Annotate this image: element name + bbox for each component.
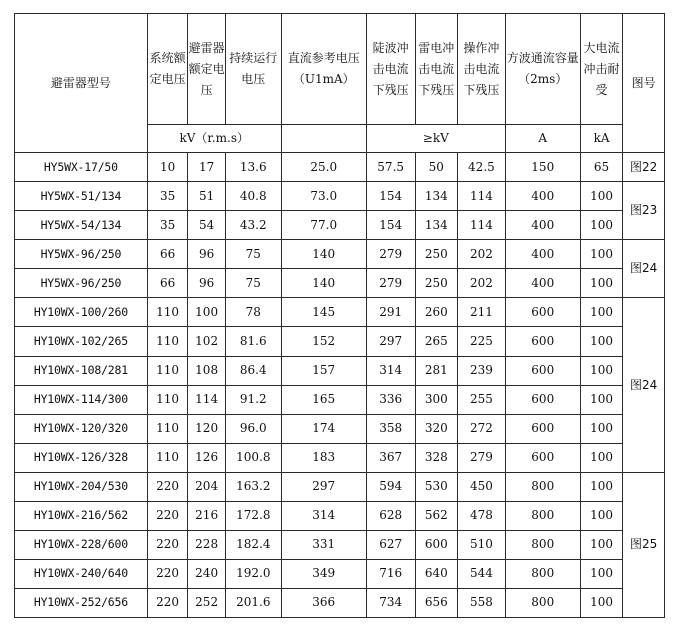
lightning-residual-cell: 260 [415,298,458,327]
switching-residual-cell: 225 [458,327,506,356]
header-system-voltage: 系统额定电压 [147,14,188,125]
dc-reference-cell: 366 [281,588,366,617]
unit-current: A [505,125,580,153]
high-current-cell: 100 [580,240,623,269]
steep-residual-cell: 358 [366,414,415,443]
square-wave-cell: 600 [505,298,580,327]
steep-residual-cell: 716 [366,559,415,588]
dc-reference-cell: 73.0 [281,182,366,211]
arrester-spec-table [14,13,665,618]
figure-cell: 图25 [623,472,665,617]
table-row [15,472,665,501]
rated-voltage-cell: 17 [188,153,226,182]
dc-reference-cell: 157 [281,356,366,385]
square-wave-cell: 800 [505,472,580,501]
dc-reference-cell: 349 [281,559,366,588]
table-row [15,501,665,530]
steep-residual-cell: 57.5 [366,153,415,182]
table-row [15,356,665,385]
figure-cell: 图24 [623,240,665,298]
lightning-residual-cell: 50 [415,153,458,182]
rated-voltage-cell: 96 [188,269,226,298]
lightning-residual-cell: 600 [415,530,458,559]
rated-voltage-cell: 228 [188,530,226,559]
model-cell: HY10WX-252/656 [15,588,148,617]
rated-voltage-cell: 126 [188,443,226,472]
continuous-voltage-cell: 100.8 [225,443,281,472]
continuous-voltage-cell: 40.8 [225,182,281,211]
switching-residual-cell: 450 [458,472,506,501]
high-current-cell: 100 [580,472,623,501]
rated-voltage-cell: 54 [188,211,226,240]
switching-residual-cell: 279 [458,443,506,472]
lightning-residual-cell: 530 [415,472,458,501]
figure-cell: 图23 [623,182,665,240]
header-dc-reference: 直流参考电压（U1mA） [281,14,366,125]
rated-voltage-cell: 96 [188,240,226,269]
steep-residual-cell: 279 [366,269,415,298]
table-row [15,588,665,617]
square-wave-cell: 400 [505,211,580,240]
steep-residual-cell: 297 [366,327,415,356]
header-model: 避雷器型号 [15,14,148,153]
model-cell: HY5WX-51/134 [15,182,148,211]
system-voltage-cell: 110 [147,414,188,443]
switching-residual-cell: 478 [458,501,506,530]
header-row [15,14,665,125]
square-wave-cell: 800 [505,530,580,559]
steep-residual-cell: 734 [366,588,415,617]
switching-residual-cell: 211 [458,298,506,327]
high-current-cell: 100 [580,443,623,472]
lightning-residual-cell: 134 [415,182,458,211]
model-cell: HY10WX-126/328 [15,443,148,472]
dc-reference-cell: 183 [281,443,366,472]
model-cell: HY10WX-114/300 [15,385,148,414]
table-row [15,414,665,443]
continuous-voltage-cell: 78 [225,298,281,327]
switching-residual-cell: 558 [458,588,506,617]
lightning-residual-cell: 134 [415,211,458,240]
high-current-cell: 100 [580,182,623,211]
system-voltage-cell: 10 [147,153,188,182]
switching-residual-cell: 202 [458,240,506,269]
square-wave-cell: 600 [505,327,580,356]
system-voltage-cell: 220 [147,472,188,501]
system-voltage-cell: 35 [147,182,188,211]
steep-residual-cell: 594 [366,472,415,501]
lightning-residual-cell: 250 [415,240,458,269]
header-switching-residual: 操作冲击电流下残压 [458,14,506,125]
system-voltage-cell: 220 [147,588,188,617]
switching-residual-cell: 239 [458,356,506,385]
model-cell: HY10WX-120/320 [15,414,148,443]
continuous-voltage-cell: 91.2 [225,385,281,414]
steep-residual-cell: 628 [366,501,415,530]
table-row [15,153,665,182]
model-cell: HY5WX-96/250 [15,269,148,298]
system-voltage-cell: 35 [147,211,188,240]
continuous-voltage-cell: 192.0 [225,559,281,588]
system-voltage-cell: 220 [147,530,188,559]
model-cell: HY5WX-54/134 [15,211,148,240]
high-current-cell: 100 [580,414,623,443]
continuous-voltage-cell: 13.6 [225,153,281,182]
switching-residual-cell: 255 [458,385,506,414]
unit-voltage-rms: kV（r.m.s） [147,125,281,153]
continuous-voltage-cell: 75 [225,269,281,298]
rated-voltage-cell: 120 [188,414,226,443]
model-cell: HY10WX-228/600 [15,530,148,559]
header-high-current: 大电流冲击耐受 [580,14,623,125]
model-cell: HY5WX-17/50 [15,153,148,182]
continuous-voltage-cell: 172.8 [225,501,281,530]
lightning-residual-cell: 328 [415,443,458,472]
dc-reference-cell: 152 [281,327,366,356]
unit-kilo-current: kA [580,125,623,153]
steep-residual-cell: 627 [366,530,415,559]
rated-voltage-cell: 204 [188,472,226,501]
high-current-cell: 100 [580,327,623,356]
dc-reference-cell: 25.0 [281,153,366,182]
rated-voltage-cell: 108 [188,356,226,385]
table-row [15,327,665,356]
unit-blank [281,125,366,153]
model-cell: HY10WX-204/530 [15,472,148,501]
switching-residual-cell: 544 [458,559,506,588]
high-current-cell: 100 [580,559,623,588]
system-voltage-cell: 66 [147,269,188,298]
steep-residual-cell: 279 [366,240,415,269]
square-wave-cell: 600 [505,356,580,385]
model-cell: HY10WX-240/640 [15,559,148,588]
figure-cell: 图24 [623,298,665,472]
continuous-voltage-cell: 81.6 [225,327,281,356]
high-current-cell: 100 [580,269,623,298]
continuous-voltage-cell: 201.6 [225,588,281,617]
system-voltage-cell: 220 [147,559,188,588]
steep-residual-cell: 291 [366,298,415,327]
lightning-residual-cell: 656 [415,588,458,617]
high-current-cell: 100 [580,588,623,617]
continuous-voltage-cell: 86.4 [225,356,281,385]
steep-residual-cell: 314 [366,356,415,385]
lightning-residual-cell: 640 [415,559,458,588]
lightning-residual-cell: 281 [415,356,458,385]
high-current-cell: 100 [580,356,623,385]
rated-voltage-cell: 100 [188,298,226,327]
continuous-voltage-cell: 43.2 [225,211,281,240]
lightning-residual-cell: 562 [415,501,458,530]
header-lightning-residual: 雷电冲击电流下残压 [415,14,458,125]
dc-reference-cell: 140 [281,240,366,269]
table-row [15,443,665,472]
model-cell: HY10WX-108/281 [15,356,148,385]
rated-voltage-cell: 51 [188,182,226,211]
dc-reference-cell: 140 [281,269,366,298]
dc-reference-cell: 331 [281,530,366,559]
steep-residual-cell: 336 [366,385,415,414]
figure-cell: 图22 [623,153,665,182]
dc-reference-cell: 314 [281,501,366,530]
rated-voltage-cell: 102 [188,327,226,356]
high-current-cell: 100 [580,211,623,240]
square-wave-cell: 150 [505,153,580,182]
dc-reference-cell: 145 [281,298,366,327]
rated-voltage-cell: 240 [188,559,226,588]
system-voltage-cell: 110 [147,443,188,472]
square-wave-cell: 600 [505,414,580,443]
switching-residual-cell: 114 [458,182,506,211]
table-row [15,559,665,588]
header-continuous-voltage: 持续运行电压 [225,14,281,125]
continuous-voltage-cell: 163.2 [225,472,281,501]
model-cell: HY10WX-100/260 [15,298,148,327]
model-cell: HY10WX-102/265 [15,327,148,356]
table-row [15,211,665,240]
header-square-wave: 方波通流容量（2ms） [505,14,580,125]
system-voltage-cell: 110 [147,327,188,356]
high-current-cell: 65 [580,153,623,182]
rated-voltage-cell: 216 [188,501,226,530]
square-wave-cell: 800 [505,501,580,530]
table-row [15,240,665,269]
high-current-cell: 100 [580,385,623,414]
dc-reference-cell: 77.0 [281,211,366,240]
table-row [15,269,665,298]
switching-residual-cell: 510 [458,530,506,559]
switching-residual-cell: 202 [458,269,506,298]
continuous-voltage-cell: 96.0 [225,414,281,443]
square-wave-cell: 800 [505,559,580,588]
rated-voltage-cell: 252 [188,588,226,617]
continuous-voltage-cell: 182.4 [225,530,281,559]
model-cell: HY5WX-96/250 [15,240,148,269]
steep-residual-cell: 154 [366,182,415,211]
table-row [15,298,665,327]
model-cell: HY10WX-216/562 [15,501,148,530]
square-wave-cell: 400 [505,240,580,269]
square-wave-cell: 400 [505,269,580,298]
square-wave-cell: 600 [505,385,580,414]
switching-residual-cell: 272 [458,414,506,443]
system-voltage-cell: 110 [147,385,188,414]
system-voltage-cell: 66 [147,240,188,269]
unit-residual: ≥kV [366,125,505,153]
continuous-voltage-cell: 75 [225,240,281,269]
header-figure: 图号 [623,14,665,153]
steep-residual-cell: 154 [366,211,415,240]
system-voltage-cell: 110 [147,356,188,385]
header-rated-voltage: 避雷器额定电压 [188,14,226,125]
dc-reference-cell: 297 [281,472,366,501]
dc-reference-cell: 165 [281,385,366,414]
high-current-cell: 100 [580,530,623,559]
system-voltage-cell: 220 [147,501,188,530]
lightning-residual-cell: 265 [415,327,458,356]
system-voltage-cell: 110 [147,298,188,327]
switching-residual-cell: 114 [458,211,506,240]
square-wave-cell: 600 [505,443,580,472]
rated-voltage-cell: 114 [188,385,226,414]
lightning-residual-cell: 320 [415,414,458,443]
lightning-residual-cell: 300 [415,385,458,414]
table-row [15,385,665,414]
table-row [15,530,665,559]
square-wave-cell: 800 [505,588,580,617]
dc-reference-cell: 174 [281,414,366,443]
header-steep-residual: 陡波冲击电流下残压 [366,14,415,125]
steep-residual-cell: 367 [366,443,415,472]
switching-residual-cell: 42.5 [458,153,506,182]
high-current-cell: 100 [580,298,623,327]
high-current-cell: 100 [580,501,623,530]
table-row [15,182,665,211]
square-wave-cell: 400 [505,182,580,211]
lightning-residual-cell: 250 [415,269,458,298]
